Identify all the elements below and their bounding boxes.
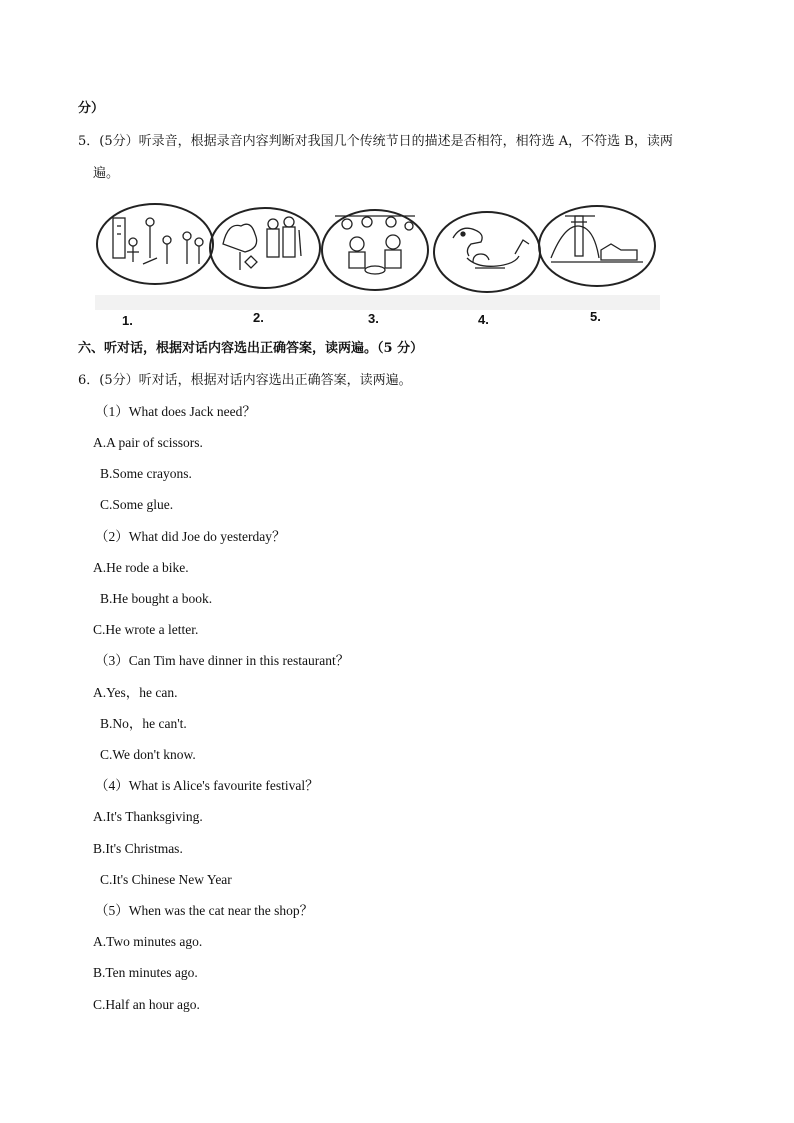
q6-5-option-a: A.Two minutes ago. xyxy=(93,934,203,949)
q6-4-option-c: C.It's Chinese New Year xyxy=(100,872,232,887)
picture-label-3: 3. xyxy=(368,311,379,326)
q6-3-option-b: B.No，he can't. xyxy=(100,716,187,731)
festival-picture-5 xyxy=(539,206,655,286)
picture-label-2: 2. xyxy=(253,310,264,325)
q6-5-option-c: C.Half an hour ago. xyxy=(93,997,200,1012)
festival-picture-4 xyxy=(434,212,540,292)
q6-1-option-c: C.Some glue. xyxy=(100,497,174,512)
q5-instruction-line1: 5．(5分）听录音，根据录音内容判断对我国几个传统节日的描述是否相符，相符选 A，不符选 B，读两 xyxy=(78,134,673,149)
q6-2-option-c: C.He wrote a letter. xyxy=(93,622,199,637)
picture-label-5: 5. xyxy=(590,309,601,324)
festival-picture-3 xyxy=(322,210,428,290)
q6-5-option-b: B.Ten minutes ago. xyxy=(93,965,198,980)
q6-3-option-c: C.We don't know. xyxy=(100,747,196,762)
continuation-text: 分） xyxy=(78,101,105,116)
q6-1-option-a: A.A pair of scissors. xyxy=(93,435,203,450)
q6-3-option-a: A.Yes，he can. xyxy=(93,685,178,700)
q6-question-1: （1）What does Jack need？ xyxy=(95,404,256,419)
q6-2-option-a: A.He rode a bike. xyxy=(93,560,189,575)
festival-picture-1 xyxy=(97,204,213,284)
q6-question-5: （5）When was the cat near the shop？ xyxy=(95,903,314,918)
q6-question-2: （2）What did Joe do yesterday？ xyxy=(95,529,286,544)
picture-label-4: 4. xyxy=(478,312,489,327)
festival-picture-2 xyxy=(210,208,320,288)
q6-4-option-b: B.It's Christmas. xyxy=(93,841,183,856)
festival-pictures xyxy=(95,200,660,325)
q5-instruction-line2: 遍。 xyxy=(93,166,120,181)
q6-4-option-a: A.It's Thanksgiving. xyxy=(93,809,203,824)
section6-heading: 六、听对话，根据对话内容选出正确答案，读两遍。（5 分） xyxy=(78,341,424,356)
q6-2-option-b: B.He bought a book. xyxy=(100,591,213,606)
q6-question-3: （3）Can Tim have dinner in this restaurant？ xyxy=(95,653,350,668)
q6-question-4: （4）What is Alice's favourite festival？ xyxy=(95,778,319,793)
q6-intro: 6．(5分）听对话，根据对话内容选出正确答案，读两遍。 xyxy=(78,373,412,388)
picture-label-1: 1. xyxy=(122,313,133,328)
q6-1-option-b: B.Some crayons. xyxy=(100,466,192,481)
